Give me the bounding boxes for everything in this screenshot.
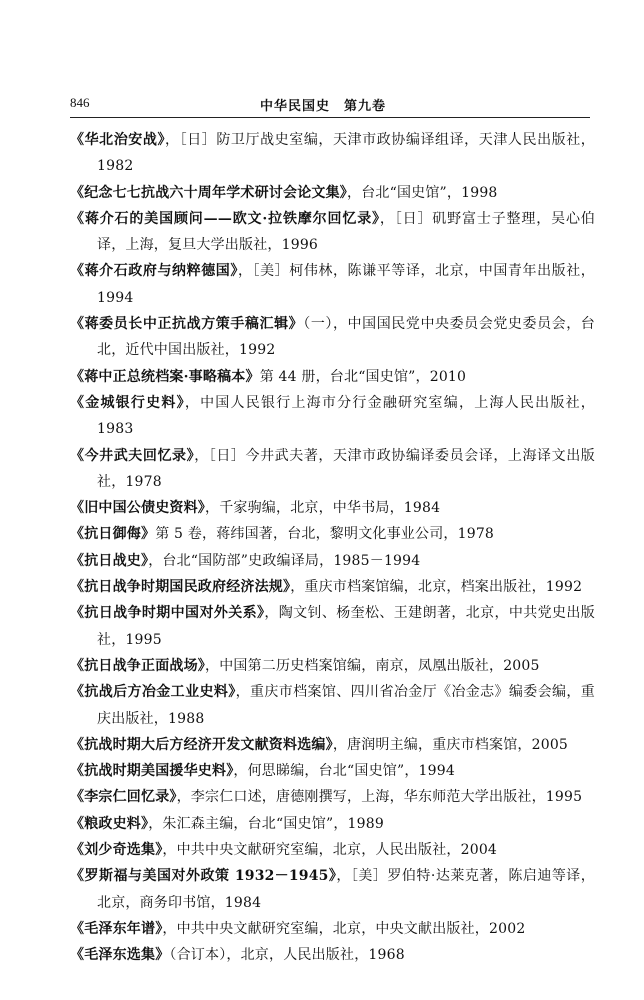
- entry-details: ，朱汇森主编，台北“国史馆”，1989: [148, 815, 384, 832]
- entry-title: 《金城银行史料》: [70, 394, 185, 411]
- entry-details: ，李宗仁口述，唐德刚撰写，上海，华东师范大学出版社，1995: [176, 789, 583, 806]
- entry-title: 《抗日战史》: [70, 552, 149, 569]
- entry-title: 《抗日御侮》: [70, 526, 156, 543]
- bibliography-entry: [70, 811, 595, 837]
- bibliography-entry: [70, 258, 595, 311]
- bibliography-entry: [70, 364, 595, 390]
- bibliography-entry: [70, 679, 595, 732]
- bibliography-entry: [70, 548, 595, 574]
- bibliography-entry: [70, 443, 595, 496]
- entry-title: 《旧中国公债史资料》: [70, 500, 205, 517]
- entry-details: ，［美］柯伟林，陈谦平等译，北京，中国青年出版社，1994: [97, 263, 595, 306]
- entry-details: ，台北“国防部”史政编译局，1985－1994: [148, 552, 421, 569]
- entry-details: ，中共中央文献研究室编，北京，人民出版社，2004: [162, 842, 498, 859]
- entry-title: 《刘少奇选集》: [70, 842, 163, 859]
- running-title: 中华民国史 第九卷: [260, 99, 387, 114]
- entry-details: ，［美］罗伯特·达莱克著，陈启迪等译，北京，商务印书馆，1984: [97, 868, 596, 911]
- entry-title: 《蒋介石政府与纳粹德国》: [70, 263, 238, 280]
- bibliography-entry: [70, 127, 595, 180]
- entry-title: 《抗日战争正面战场》: [70, 657, 205, 674]
- entry-details: ，中国人民银行上海市分行金融研究室编，上海人民出版社，1983: [97, 394, 595, 438]
- entry-title: 《李宗仁回忆录》: [70, 789, 177, 806]
- bibliography-entry: [70, 916, 595, 942]
- entry-title: 《毛泽东年谱》: [70, 920, 163, 937]
- bibliography-entry: [70, 837, 595, 863]
- entry-title: 《今井武夫回忆录》: [70, 447, 195, 464]
- bibliography-entry: [70, 521, 595, 547]
- entry-details: ，唐润明主编，重庆市档案馆，2005: [332, 736, 569, 753]
- entry-details: ，陶文钊、杨奎松、王建朗著，北京，中共党史出版社，1995: [97, 605, 595, 648]
- entry-title: 《蒋介石的美国顾问——欧文·拉铁摩尔回忆录》: [70, 210, 380, 227]
- entry-title: 《抗战后方冶金工业史料》: [70, 684, 236, 701]
- entry-details: ，［日］矶野富士子整理，吴心伯译，上海，复旦大学出版社，1996: [97, 210, 595, 254]
- entry-title: 《蒋委员长中正抗战方策手稿汇辑》: [70, 316, 304, 333]
- entry-title: 《抗战时期美国援华史料》: [70, 763, 234, 780]
- entry-title: 《蒋中正总统档案·事略稿本》: [70, 368, 260, 385]
- entry-title: 《抗日战争时期国民政府经济法规》: [70, 579, 291, 596]
- entry-title: 《纪念七七抗战六十周年学术研讨会论文集》: [70, 184, 347, 201]
- entry-details: ，中国第二历史档案馆编，南京，凤凰出版社，2005: [205, 657, 540, 674]
- bibliography-entry: [70, 600, 595, 653]
- entry-title: 《抗战时期大后方经济开发文献资料选编》: [70, 736, 333, 753]
- entry-details: ，［日］防卫厅战史室编，天津市政协编译组译，天津人民出版社，1982: [97, 132, 595, 175]
- entry-title: 《华北治安战》: [70, 132, 166, 148]
- bibliography-list: [70, 127, 595, 969]
- entry-details: ，中共中央文献研究室编，北京，中央文献出版社，2002: [162, 920, 526, 937]
- bibliography-entry: [70, 574, 595, 600]
- entry-details: 第 5 卷，蒋纬国著，台北，黎明文化事业公司，1978: [155, 526, 495, 543]
- bibliography-entry: [70, 732, 595, 758]
- bibliography-entry: [70, 758, 595, 784]
- bibliography-entry: [70, 390, 595, 443]
- entry-details: ，重庆市档案馆编，北京，档案出版社，1992: [290, 579, 583, 596]
- entry-details: （合订本），北京，人民出版社，1968: [169, 947, 405, 964]
- page-number: 846: [70, 95, 90, 110]
- entry-details: ，重庆市档案馆、四川省冶金厅《冶金志》编委会编，重庆出版社，1988: [97, 684, 596, 727]
- bibliography-entry: [70, 863, 595, 916]
- entry-details: 第 44 册，台北“国史馆”，2010: [259, 368, 467, 385]
- entry-title: 《罗斯福与美国对外政策 1932－1945》: [70, 868, 337, 885]
- bibliography-entry: [70, 495, 595, 521]
- entry-details: ，［日］今井武夫著，天津市政协编译委员会译，上海译文出版社，1978: [97, 447, 595, 490]
- bibliography-entry: [70, 784, 595, 810]
- bibliography-entry: [70, 942, 595, 968]
- entry-title: 《毛泽东选集》: [70, 947, 170, 964]
- bibliography-entry: [70, 180, 595, 206]
- entry-details: （一），中国国民党中央委员会党史委员会，台北，近代中国出版社，1992: [97, 316, 596, 359]
- entry-details: ，何思睇编，台北“国史馆”，1994: [233, 763, 455, 780]
- entry-details: ，千家驹编，北京，中华书局，1984: [205, 500, 441, 517]
- entry-title: 《抗日战争时期中国对外关系》: [70, 605, 265, 622]
- page-header: [70, 95, 590, 118]
- entry-details: ，台北“国史馆”，1998: [347, 184, 498, 201]
- bibliography-entry: [70, 206, 595, 259]
- bibliography-entry: [70, 653, 595, 679]
- bibliography-entry: [70, 311, 595, 364]
- entry-title: 《粮政史料》: [70, 815, 149, 832]
